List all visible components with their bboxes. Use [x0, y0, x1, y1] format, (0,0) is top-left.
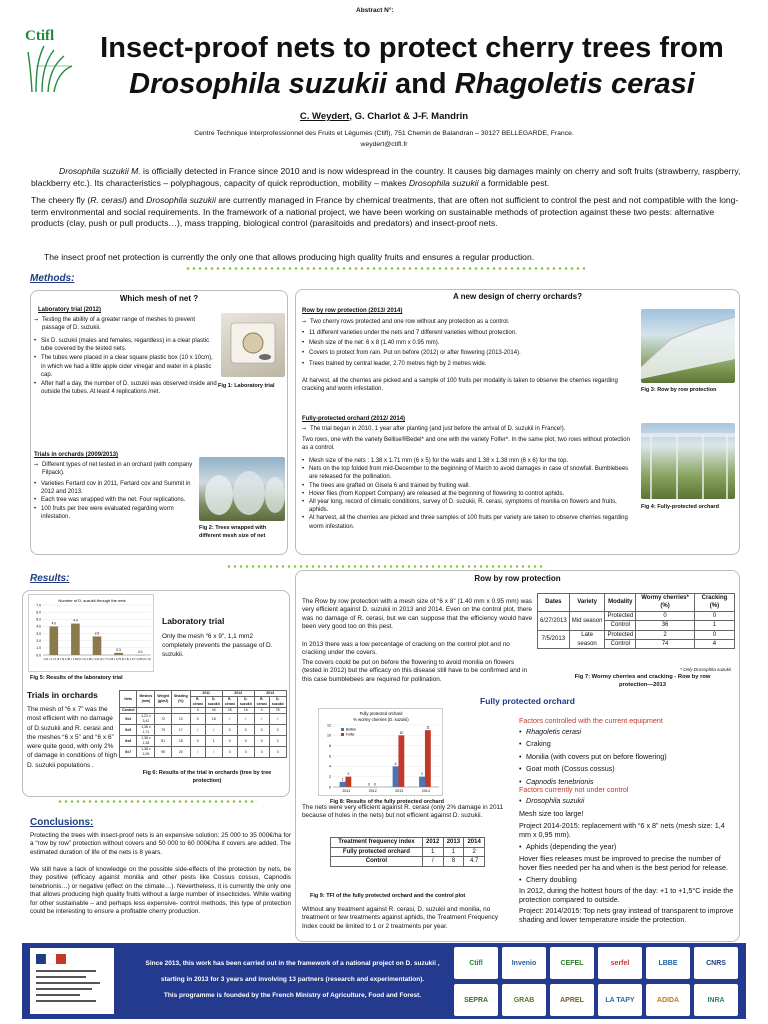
table-cell: Nets — [120, 691, 137, 708]
table-cell: 18 — [171, 736, 190, 747]
table-cell: 0 — [254, 747, 269, 758]
doubling-list — [519, 875, 577, 884]
table-cell: 0 — [190, 736, 205, 747]
orchard-results-table — [119, 690, 287, 758]
table-cell: 0 — [222, 747, 237, 758]
y-tick-label: 0 — [329, 785, 331, 790]
x-tick-label: 1,06 x 0,79 (6 x 8) — [108, 658, 130, 661]
table-cell: 3 — [190, 708, 205, 714]
table-cell: 95 — [155, 747, 172, 758]
table-cell: Control — [331, 857, 423, 867]
x-tick-label: 1,27 x 0,85 (6 x 9) — [129, 658, 151, 661]
bar — [340, 782, 346, 787]
table-cell: 36 — [636, 621, 695, 630]
table-cell: Late season — [569, 630, 605, 649]
lab-trial-bullets — [34, 337, 219, 396]
full-item: • The trees are grafted on Gisela 6 and trained by fruiting wall. — [302, 482, 637, 490]
chart-title: Fully protected orchard — [359, 711, 403, 716]
table-cell: / — [269, 714, 286, 725]
table-cell: 2013 — [443, 838, 464, 848]
y-tick-label: 0.0 — [36, 653, 41, 658]
lab-item: • The tubes were placed in a clear square plastic box (10 x 10cm), in which we had a little apple cider vinegar and water in a plastic cap. — [34, 354, 219, 379]
aphids-list — [519, 842, 616, 851]
table-row — [120, 736, 287, 747]
table-cell: Control — [605, 621, 636, 630]
full-item: • Hover flies (from Koppert Company) are released at the beginning of flowering to control aphids. — [302, 490, 637, 498]
project-text-2: Project: 2014/2015: Top nets gray instead of transparent to improve shading and lower temperature inside the protection. — [519, 906, 734, 925]
conclusions-heading: Conclusions: — [30, 817, 94, 828]
table-cell: 1,38 x 1,06 — [137, 747, 155, 758]
y-tick-label: 4.0 — [36, 624, 41, 629]
table-cell: 40 — [205, 708, 222, 714]
table-cell: 6x7 — [120, 747, 137, 758]
full-item: ⇒ The trial began in 2010, 1 year after planting (and just before the arrival of D. suzukii in France!). — [302, 425, 637, 433]
doubling-item: • Cherry doubling — [519, 875, 577, 884]
table-cell: 0 — [190, 714, 205, 725]
partner-logo: CNRS — [694, 947, 738, 979]
x-tick-label: 1,38 x 1,21 (6 x 7) — [86, 658, 108, 661]
fig9-text: Without any treatment against R. cerasi, D. suzukii and monilia, no treatment or few treatments against aphids, the Treatment Frequency Index could be limited to 1 or 2 treatments per year. — [302, 906, 499, 930]
table-cell: 7/5/2013 — [538, 630, 570, 649]
table-row — [538, 630, 735, 639]
ctifl-logo — [22, 26, 78, 92]
table-cell: R. cerasi — [222, 697, 237, 708]
fig7-caption: Fig 7: Wormy cherries and cracking - Row by row protection—2013 — [574, 674, 711, 689]
table-row — [331, 838, 485, 848]
table-cell: 5x4 — [120, 714, 137, 725]
y-tick-label: 6 — [329, 754, 331, 759]
table-cell: / — [190, 725, 205, 736]
y-tick-label: 7.0 — [36, 603, 41, 608]
intro-p2: The cheery fly (R. cerasi) and Drosophila suzukii are currently managed in France by chemical treatments, that are often not sufficient to control the pest and not compatible with the long-term environmental and social requirements. In the framework of a national project, we have been working on sustainable methods of protection against these two pests: alternative products (clay, push or pull products…), mass trapping, biological control (parasitoids and predators) and insect-proof nets. — [31, 195, 739, 229]
controlled-item: • Goat moth (Cossus cossus) — [519, 764, 734, 773]
heat-text: In 2012, during the hottest hours of the day: +1 to +1,5°C inside the protection compared to outside. — [519, 886, 734, 905]
table-cell: 0 — [254, 708, 269, 714]
x-tick-label: 1,38 x 1,38 (6 x 6) — [64, 658, 86, 661]
table-cell: / — [422, 857, 443, 867]
table-cell: 0 — [269, 747, 286, 758]
table-cell: Cracking (%) — [694, 594, 734, 612]
table-cell: 2011 — [190, 691, 222, 697]
fully-protected-photo — [641, 423, 735, 499]
orchard-item: • Each tree was wrapped with the net. Four replications. — [34, 496, 194, 504]
chart-title: Number of D. suzukii through the nets — [58, 598, 126, 603]
table-row — [120, 725, 287, 736]
table-cell: 6x5 — [120, 725, 137, 736]
affiliation: Centre Technique Interprofessionnel des Fruits et Légumes (Ctifl), 751 Chemin de Balandran – 30127 BELLEGARDE, France. — [194, 130, 574, 137]
table-cell: / — [190, 747, 205, 758]
fig1-caption: Fig 1: Laboratory trial — [218, 383, 275, 389]
mesh-too-large: Mesh size too large! — [519, 809, 584, 818]
full-item: • All year long, record of climatic conditions, survey of D. suzukii, R. cerasi, symptoms of monilia on flowers and fruits, aphids. — [302, 498, 637, 514]
table-cell: 74 — [636, 640, 695, 649]
table-cell: Dates — [538, 594, 570, 612]
full-list — [302, 457, 637, 531]
row-results-text-1: The Row by row protection with a mesh size of “6 x 8” (1.40 mm x 0.95 mm) was very efficient against D. suzukii in 2013 and 2014. Even on the control plot, there was no damage of R. cerasi, but we can suppose that the efficiency would have been very good too on this pest. — [302, 598, 532, 630]
table-cell: 0 — [254, 725, 269, 736]
full-item: • Mesh size of the nets : 1.38 x 1.71 mm (6 x 5) for the walls and 1.38 x 1.38 mm (6 x 6) for the top. — [302, 457, 637, 465]
table-cell: / — [205, 747, 222, 758]
table-row — [331, 847, 485, 857]
divider-dots — [185, 267, 585, 270]
partner-logo: GRAB — [502, 984, 546, 1016]
authors: C. Weydert, G. Charlot & J-F. Mandrin — [299, 111, 469, 122]
partner-logo: INRA — [694, 984, 738, 1016]
table-cell: Modality — [605, 594, 636, 612]
factors-not-title: Factors currently not under control — [519, 785, 629, 794]
table-row — [538, 594, 735, 612]
table-cell: Weight (g/m2) — [155, 691, 172, 708]
table-cell: 0 — [237, 747, 254, 758]
bar-value-label: 0 — [368, 782, 370, 787]
lab-trial-photo — [221, 313, 285, 377]
footer-line-2: starting in 2013 for 3 years and involving 13 partners (research and experimentation). — [160, 976, 425, 983]
full-lead — [302, 425, 637, 433]
not-controlled-item: • Drosophila suzukii — [519, 796, 584, 805]
bar — [114, 653, 123, 655]
row-item: ⇒ Two cherry rows protected and one row without any protection as a control. — [302, 318, 632, 326]
table-cell: 17 — [171, 725, 190, 736]
y-tick-label: 2 — [329, 774, 331, 779]
bar-value-label: 0 — [373, 782, 376, 787]
row-results-heading: Row by row protection — [474, 574, 561, 583]
table-cell: 20 — [171, 747, 190, 758]
y-tick-label: 2.0 — [36, 639, 41, 644]
fig3-caption: Fig 3: Row by row protection — [641, 387, 717, 393]
orchard-results-title: Trials in orchards — [27, 690, 98, 700]
bar — [345, 777, 351, 787]
table-cell: Variety — [569, 594, 605, 612]
full-protection-title: Fully-protected orchard (2012/ 2014) — [302, 416, 406, 422]
table-cell: 0 — [694, 611, 734, 620]
table-cell: 0 — [237, 725, 254, 736]
row-results-text-3: The covers could be put on before the flowering to avoid monilia on flowers (tested in 2012) but the efficacy on this disease still have to be confirmed and in this case bumblebees are required for pollination. — [302, 659, 528, 683]
lab-results-title: Laboratory trial — [162, 616, 225, 626]
table-cell: Mid season — [569, 611, 605, 630]
orchard-trial-title: Trials in orchards (2009/2013) — [34, 452, 119, 458]
intro-p3: The insect proof net protection is currently the only one that allows producing high quality fruits and ensures a regular production. — [44, 252, 535, 262]
svg-text:Ctifl: Ctifl — [25, 28, 55, 44]
table-cell: Protected — [605, 630, 636, 639]
y-tick-label: 6.0 — [36, 610, 41, 615]
row-list — [302, 329, 632, 368]
orchard-trial-bullets — [34, 480, 194, 521]
lab-trial-list — [34, 316, 219, 332]
row-protection-title: Row by row protection (2013/ 2014) — [302, 308, 403, 314]
row-list-first — [302, 318, 632, 326]
table-cell: 79 — [155, 725, 172, 736]
partner-logo: LBBE — [646, 947, 690, 979]
bar-value-label: 4 — [394, 761, 397, 766]
table-cell: 6x6 — [120, 736, 137, 747]
table-cell: 78 — [269, 708, 286, 714]
y-tick-label: 4 — [329, 764, 331, 769]
table-cell: 1 — [205, 736, 222, 747]
partner-logo: Ctifl — [454, 947, 498, 979]
conclusions-p1: Protecting the trees with insect-proof nets is an expensive solution: 25 000 to 35 000€/ha for a “row by row” protection without covers and 50 000 to 60 000€/ha if covers are added. The estimated duration of life of the nets is 8 years. — [30, 832, 291, 856]
controlled-item: • Capnodis tenebrionis — [519, 777, 734, 786]
fig8-caption: Fig 8: Results of the fully protected orchard — [330, 799, 444, 805]
table-cell: 0 — [222, 725, 237, 736]
table-cell: 10 — [171, 714, 190, 725]
row-tail: At harvest, all the cherries are picked and a sample of 100 fruits per modality is taken to observe the cherries regarding cracking and worm infestation. — [302, 378, 618, 393]
footer-line-3: This programme is founded by the French Ministry of Agriculture, Food and Forest. — [163, 992, 422, 999]
full-item: • Nets on the top folded from mid-December to the beginning of March to avoid damages in case of snowfall. Bumblebees are released for the pollination. — [302, 465, 637, 481]
legend-swatch — [341, 733, 344, 736]
table-cell: 0 — [237, 736, 254, 747]
fig8-text: The nets were very efficient against R. cerasi (only 2% damage in 2011 because of holes in the nets) but not efficient against D. suzukii. — [302, 804, 504, 820]
table-cell: 2012 — [422, 838, 443, 848]
title-line-2: Drosophila suzukii and Rhagoletis cerasi — [129, 68, 695, 100]
lab-item: • After half a day, the number of D. suzukii was observed inside and outside the tubes. At least 4 replications /net. — [34, 380, 219, 396]
table-cell: 72 — [155, 714, 172, 725]
lab-trial-title: Laboratory trial (2012) — [38, 307, 102, 313]
project-text: Project 2014-2015: replacement with “6 x 8” nets (mesh size: 1,4 mm x 0,95 mm). — [519, 821, 725, 840]
footer-text — [120, 956, 465, 1004]
table-cell: / — [205, 725, 222, 736]
legend-swatch — [341, 728, 344, 731]
table-cell: D. suzukii — [205, 697, 222, 708]
fully-protected-heading: Fully protected orchard — [480, 696, 575, 706]
fig5-caption: Fig 5: Results of the laboratory trial — [30, 675, 123, 681]
table-cell: Protected — [605, 611, 636, 620]
bar — [425, 730, 431, 787]
table-cell: 81 — [155, 736, 172, 747]
partner-logo: CEFEL — [550, 947, 594, 979]
controlled-item: • Monilia (with covers put on before flowering) — [519, 752, 734, 761]
email[interactable]: weydert@ctifl.fr — [360, 141, 408, 148]
bar — [419, 777, 425, 787]
table-cell: 2014 — [464, 838, 485, 848]
title-line-1: Insect-proof nets to protect cherry trees from — [100, 32, 724, 64]
fig6-caption: Fig 6: Results of the trial in orchards (tree by tree protection) — [142, 770, 272, 785]
tfi-table — [330, 837, 485, 867]
which-mesh-title: Which mesh of net ? — [119, 294, 199, 303]
table-cell: Fully protected orchard — [331, 847, 423, 857]
methods-heading: Methods: — [30, 273, 75, 284]
orchard-item: • Varieties Fertard cov in 2011, Fertard cov and Summit in 2012 and 2013. — [34, 480, 194, 496]
factors-controlled-title: Factors controlled with the current equipment — [519, 716, 663, 725]
lab-chart-svg — [29, 595, 155, 673]
fully-protected-chart-svg — [319, 709, 444, 797]
partner-logo: ADIDA — [646, 984, 690, 1016]
fig7-note: * Only Drosophila suzukii — [680, 667, 732, 672]
bar-value-label: 2 — [347, 772, 350, 777]
bar-value-label: 4.4 — [73, 618, 78, 623]
row-by-row-photo — [641, 309, 735, 383]
partner-logo: Invenio — [502, 947, 546, 979]
table-cell: 1 — [443, 847, 464, 857]
divider-dots — [57, 800, 257, 803]
divider-dots — [226, 565, 546, 568]
lab-chart — [28, 594, 154, 672]
ministry-logo — [30, 948, 114, 1014]
table-cell: 0 — [636, 611, 695, 620]
table-cell: 2 — [269, 736, 286, 747]
table-row — [331, 857, 485, 867]
table-row — [120, 714, 287, 725]
bar-value-label: 2.6 — [94, 631, 100, 636]
table-cell: 1 — [694, 621, 734, 630]
lab-item: • Six D. suzukii (males and females, regardless) in a clear plastic tube covered by the tested nets. — [34, 337, 219, 353]
x-tick-label: 2012 — [368, 789, 377, 793]
bar-value-label: 10 — [399, 730, 404, 735]
fig9-caption: Fig 9: TFI of the fully protected orchard and the control plot — [310, 893, 466, 899]
table-cell: 25 — [222, 708, 237, 714]
orchard-item: ⇒ Different types of net tested in an orchard (with company Filpack). — [34, 461, 194, 477]
table-cell: 1,38 x 1,38 — [137, 736, 155, 747]
bar — [398, 735, 404, 787]
y-tick-label: 8 — [329, 743, 331, 748]
row-item: • Mesh size of the net: 6 x 8 (1.40 mm x 0.95 mm). — [302, 339, 632, 347]
not-controlled-list — [519, 796, 584, 805]
table-row — [120, 747, 287, 758]
partner-logo: LA TAPY — [598, 984, 642, 1016]
table-cell: 8 — [443, 857, 464, 867]
table-cell: 6/27/2013 — [538, 611, 570, 630]
table-cell: / — [222, 714, 237, 725]
legend-label: Bellise — [346, 727, 356, 732]
aphids-item: • Aphids (depending the year) — [519, 842, 616, 851]
orchard-item: • 100 fruits per tree were evaluated regarding worm infestation. — [34, 505, 194, 521]
table-cell: 0 — [222, 736, 237, 747]
bar-value-label: 4.0 — [51, 621, 57, 626]
x-tick-label: 2013 — [395, 789, 404, 793]
intro-p1: Drosophila suzukii M. is officially detected in France since 2010 and is now widespread in the country. It causes big damages mainly on cherry and soft fruits (strawberry, raspberry, blackberry etc.). Its characteristics – polyphagous, capacity of quick reproduction, mobility – makes Drosophila suzukii a formidable pest. — [31, 166, 741, 188]
table-cell: / — [254, 714, 269, 725]
table-cell: D. suzukii — [237, 697, 254, 708]
table-cell: 0 — [254, 736, 269, 747]
x-tick-label: 2014 — [421, 789, 430, 793]
table-cell: Shading (%) — [171, 691, 190, 708]
row-results-text-2: In 2013 there was a low percentage of cracking on the control plot and no cracking under the covers. — [302, 641, 510, 657]
table-cell: 2 — [464, 847, 485, 857]
lab-item: ⇒ Testing the ability of a greater range of meshes to prevent passage of D. suzukii. — [34, 316, 219, 332]
table-cell: Wormy cherries* (%) — [636, 594, 695, 612]
partner-logo: serfel — [598, 947, 642, 979]
table-cell: Control — [120, 708, 137, 714]
bar — [71, 624, 80, 655]
y-tick-label: 10 — [327, 733, 331, 738]
y-tick-label: 3.0 — [36, 631, 41, 636]
row-item: • Covers to protect from rain. Put on before (2012) or after flowering (2013-2014). — [302, 349, 632, 357]
fully-protected-chart — [318, 708, 443, 796]
table-row — [538, 611, 735, 620]
table-cell: 2 — [636, 630, 695, 639]
hover-text: Hover flies releases must be improved to precise the number of hover flies needed per ha and when is the best period for release. — [519, 854, 728, 873]
abstract-number: Abstract N°: — [356, 7, 394, 14]
bar — [93, 636, 102, 655]
fig4-caption: Fig 4: Fully-protected orchard — [641, 504, 719, 510]
conclusions-p2: We still have a lack of knowledge on the possible side-effects of the protection by nets, be they positive (efficacy against monilia and other pests like Cossus cossus, Capnodis tenebrionis…) or negative (effect on the climate…). Nevertheless, it is currently the only one that allows producing high quality fruits without a large number of insecticides. While waiting for other sustainable – and perhaps less expensive- control methods, this type of protection could be interesting to ensure a profitable cherry production. — [30, 866, 291, 916]
bar-value-label: 2 — [421, 772, 423, 777]
table-cell: 4 — [694, 640, 734, 649]
bar-value-label: 0.0 — [137, 650, 143, 654]
x-tick-label: 1,21 x 1,71 (6 x 5) — [43, 658, 65, 661]
table-cell: Treatment frequency index — [331, 838, 423, 848]
chart-subtitle: % wormy cherries (D. suzukii) — [353, 717, 409, 722]
table-cell: 4.7 — [464, 857, 485, 867]
table-cell: Control — [605, 640, 636, 649]
x-tick-label: 2011 — [342, 789, 351, 793]
row-item: • 11 different varieties under the nets and 7 different varieties without protection. — [302, 329, 632, 337]
y-tick-label: 1.0 — [36, 646, 41, 651]
poster-title — [92, 30, 732, 102]
bar-value-label: 1 — [341, 777, 344, 782]
table-cell: 18 — [205, 714, 222, 725]
table-cell: D. suzukii — [269, 697, 286, 708]
partner-logo: SEPRA — [454, 984, 498, 1016]
orchard-results-text: The mesh of “6 x 7” was the most efficient with no damage of D.suzukii and R. cerasi and the meshes “6 x 5” and “6 x 6” were quite good, with only 2% of damage in conditions of high D. suzukii populations . — [27, 706, 117, 769]
controlled-item: • Rhagoletis cerasi — [519, 727, 734, 736]
table-cell: 16 — [237, 708, 254, 714]
fig2-caption: Fig 2: Trees wrapped with different mesh size of net — [199, 525, 267, 540]
y-tick-label: 12 — [327, 723, 331, 728]
orchard-trial-list — [34, 461, 194, 477]
table-cell: Meshes (mm) — [137, 691, 155, 708]
table-cell: 1,38 x 1,71 — [137, 725, 155, 736]
footer-line-1: Since 2013, this work has been carried out in the framework of a national project on D. suzukii , — [145, 960, 440, 967]
results-heading: Results: — [30, 573, 70, 584]
controlled-list — [519, 727, 734, 786]
table-cell: 0 — [694, 630, 734, 639]
table-cell: / — [237, 714, 254, 725]
row-item: • Trees trained by central leader, 2.70 metres high by 2 metres wide. — [302, 360, 632, 368]
bar-value-label: 0.3 — [116, 647, 121, 652]
trees-wrapped-photo — [199, 457, 285, 521]
table-cell: 2 — [269, 725, 286, 736]
partner-logo: APREL — [550, 984, 594, 1016]
bar-value-label: 11 — [426, 725, 430, 730]
partner-logos — [452, 944, 744, 1018]
table-cell: R. cerasi — [190, 697, 205, 708]
bar — [49, 626, 58, 655]
row-results-table — [537, 593, 735, 649]
legend-label: Folfer — [346, 732, 355, 737]
controlled-item: • Craking — [519, 739, 734, 748]
lab-results-text: Only the mesh “6 x 9”, 1,1 mm2 completely prevents the passage of D. suzukii. — [162, 633, 273, 658]
table-cell: 1 — [422, 847, 443, 857]
table-cell: 2012 — [222, 691, 254, 697]
full-item: • At harvest, all the cherries are picked and three samples of 100 fruits per variety are taken to observe cherries regarding worm infestation. — [302, 514, 637, 530]
bar — [393, 766, 399, 787]
full-paragraph: Two rows, one with the variety Bellise®Bedel* and one with the variety Folfer*. In the same plot, two rows without protection as a control. — [302, 437, 630, 452]
y-tick-label: 5.0 — [36, 617, 41, 622]
table-cell: R. cerasi — [254, 697, 269, 708]
table-cell: 1,21 x 3,42 — [137, 714, 155, 725]
new-design-title: A new design of cherry orchards? — [452, 292, 583, 301]
table-cell: 2013 — [254, 691, 286, 697]
